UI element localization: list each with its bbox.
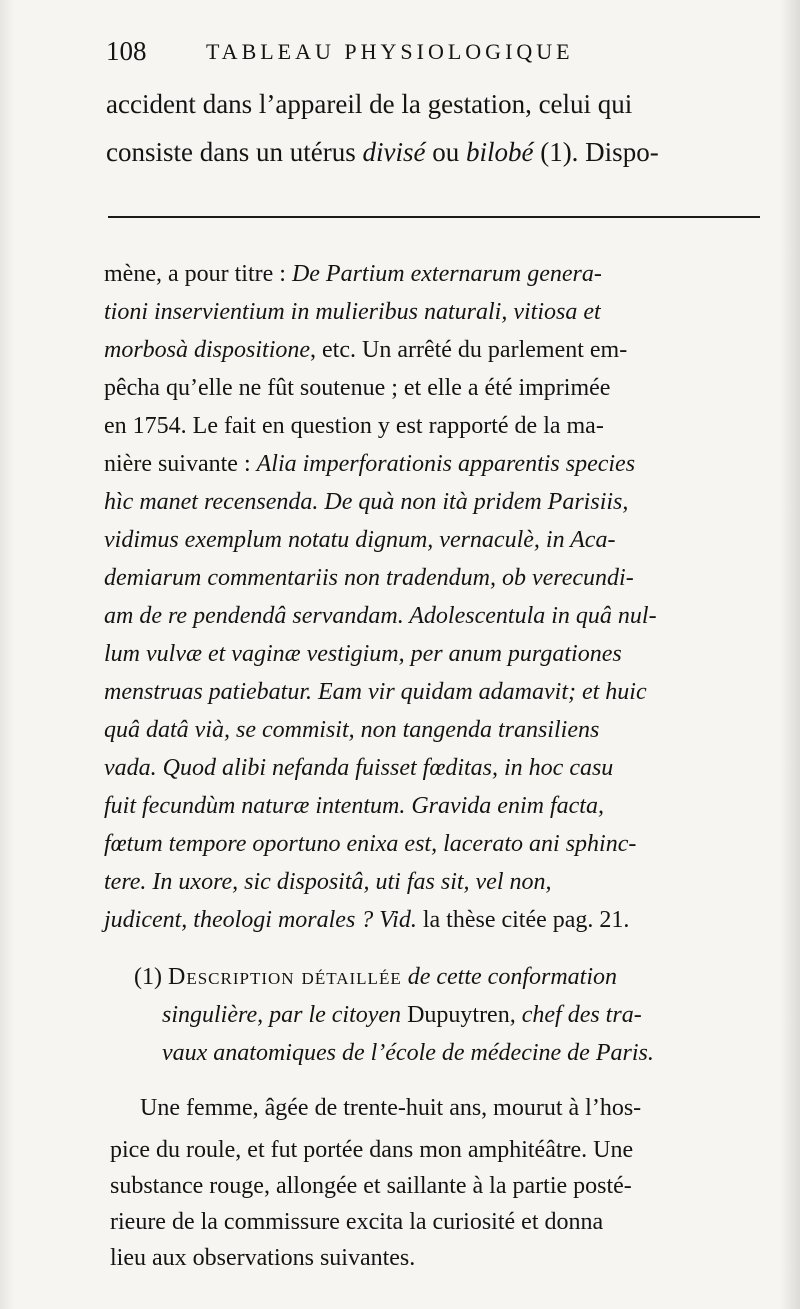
footnote-line: tioni inservientium in mulieribus naturali, vitiosa et <box>104 299 601 325</box>
footnote-line: demiarum commentariis non tradendum, ob verecundi- <box>104 565 634 591</box>
footnote-line: nière suivante : Alia imperforationis apparentis species <box>104 451 636 477</box>
main-text-line-1: accident dans l’appareil de la gestation, celui qui <box>106 89 633 119</box>
main-text-line-2: consiste dans un utérus divisé ou bilobé (1). Dispo- <box>106 137 659 167</box>
footnote-line: mène, a pour titre : De Partium externarum genera- <box>104 261 602 287</box>
body-text-line: substance rouge, allongée et saillante à la partie posté- <box>110 1173 632 1199</box>
footnote-line: judicent, theologi morales ? Vid. la thèse citée pag. 21. <box>104 907 630 933</box>
running-title: TABLEAU PHYSIOLOGIQUE <box>206 39 574 64</box>
footnote-line: fuit fecundùm naturæ intentum. Gravida enim facta, <box>104 793 604 819</box>
body-text-line: lieu aux observations suivantes. <box>110 1245 416 1271</box>
body-text-line: Une femme, âgée de trente-huit ans, mourut à l’hos- <box>140 1095 642 1121</box>
footnote-line: tere. In uxore, sic dispositâ, uti fas sit, vel non, <box>104 869 552 895</box>
footnote-line: pêcha qu’elle ne fût soutenue ; et elle a été imprimée <box>104 375 611 401</box>
footnote-line: lum vulvæ et vaginæ vestigium, per anum purgationes <box>104 641 622 667</box>
footnote-1-heading-line: (1) Description détaillée de cette conformation <box>134 964 617 990</box>
footnote-1-line: singulière, par le citoyen Dupuytren, chef des tra- <box>162 1002 642 1028</box>
footnote-line: menstruas patiebatur. Eam vir quidam adamavit; et huic <box>104 679 647 705</box>
footnote-line: morbosà dispositione, etc. Un arrêté du parlement em- <box>104 337 628 363</box>
footnote-line: vidimus exemplum notatu dignum, vernaculè, in Aca- <box>104 527 616 553</box>
footnote-line: hìc manet recensenda. De quà non ità pridem Parisiis, <box>104 489 629 515</box>
footnote-line: quâ datâ vià, se commisit, non tangenda transiliens <box>104 717 600 743</box>
footnote-rule <box>108 216 760 218</box>
footnote-line: vada. Quod alibi nefanda fuisset fœditas, in hoc casu <box>104 755 614 781</box>
page-number: 108 <box>106 36 147 66</box>
body-text-line: pice du roule, et fut portée dans mon amphitéâtre. Une <box>110 1137 634 1163</box>
page-header <box>106 36 756 72</box>
body-text-line: rieure de la commissure excita la curiosité et donna <box>110 1209 604 1235</box>
footnote-line: fœtum tempore oportuno enixa est, lacerato ani sphinc- <box>104 831 637 857</box>
footnote-1-heading: Description détaillée <box>167 964 402 990</box>
footnote-line: am de re pendendâ servandam. Adolescentula in quâ nul- <box>104 603 657 629</box>
footnote-1-line: vaux anatomiques de l’école de médecine de Paris. <box>162 1040 654 1066</box>
footnote-line: en 1754. Le fait en question y est rapporté de la ma- <box>104 413 604 439</box>
